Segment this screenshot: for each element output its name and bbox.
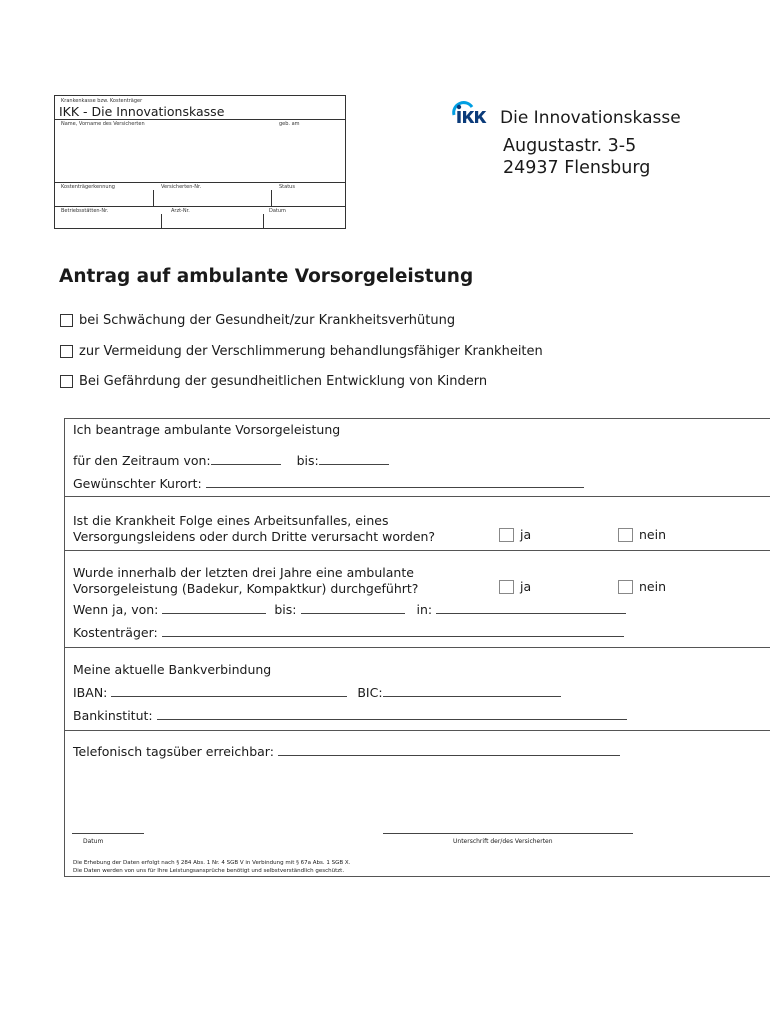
q2-ja-checkbox[interactable]: [499, 580, 514, 594]
footer-line-2: Die Daten werden von uns für Ihre Leistungsansprüche benötigt und selbstverständlich geschützt.: [73, 868, 345, 874]
datum-caption: Datum: [83, 838, 104, 845]
divider: [65, 647, 770, 648]
divider: [153, 190, 154, 206]
wenn-ja-von-label: Wenn ja, von:: [73, 602, 159, 617]
label-betriebsstaetten-nr: Betriebsstätten-Nr.: [61, 208, 109, 214]
nein-label: nein: [639, 527, 667, 542]
divider: [65, 550, 770, 551]
iban-bic-row: [73, 685, 561, 700]
q1-ja-checkbox[interactable]: [499, 528, 514, 542]
name-field[interactable]: [57, 128, 343, 180]
kurort-row: [73, 476, 584, 491]
zeitraum-von-field[interactable]: [211, 454, 281, 465]
logo-tagline: Die Innovationskasse: [500, 108, 681, 128]
wenn-ja-in-label: in:: [416, 602, 433, 617]
kostentraeger-field[interactable]: [162, 626, 624, 637]
label-status: Status: [279, 184, 295, 190]
kostentraeger-row: [73, 625, 624, 640]
question-1-line-2: Versorgungsleidens oder durch Dritte verursacht worden?: [73, 529, 436, 544]
option-row: [60, 313, 455, 328]
unterschrift-caption: Unterschrift der/des Versicherten: [453, 838, 553, 845]
option-checkbox[interactable]: [60, 375, 73, 388]
kurort-label: Gewünschter Kurort:: [73, 476, 202, 491]
q1-ja-option: [499, 527, 531, 542]
divider: [55, 119, 345, 120]
insurer-name: IKK - Die Innovationskasse: [59, 104, 225, 119]
divider: [55, 182, 345, 183]
ikk-logo-icon: [450, 99, 492, 127]
label-kostentraegerkennung: Kostenträgerkennung: [61, 184, 115, 190]
datum-signature-field[interactable]: [72, 833, 144, 834]
option-row: [60, 344, 543, 359]
wenn-ja-von-field[interactable]: [162, 603, 266, 614]
option-label: bei Schwächung der Gesundheit/zur Krankheitsverhütung: [79, 313, 456, 328]
kurort-field[interactable]: [206, 477, 584, 488]
bank-heading: Meine aktuelle Bankverbindung: [73, 662, 272, 677]
option-checkbox[interactable]: [60, 314, 73, 327]
iban-label: IBAN:: [73, 685, 108, 700]
question-2-line-2: Vorsorgeleistung (Badekur, Kompaktkur) durchgeführt?: [73, 581, 419, 596]
label-versicherten-nr: Versicherten-Nr.: [161, 184, 202, 190]
nein-label: nein: [639, 579, 667, 594]
unterschrift-field[interactable]: [383, 833, 633, 834]
page-title: Antrag auf ambulante Vorsorgeleistung: [59, 266, 474, 287]
address-city: 24937 Flensburg: [503, 158, 651, 178]
divider: [271, 190, 272, 206]
q2-nein-checkbox[interactable]: [618, 580, 633, 594]
divider: [263, 214, 264, 229]
q2-ja-option: [499, 579, 531, 594]
question-1-line-1: Ist die Krankheit Folge eines Arbeitsunfalles, eines: [73, 513, 389, 528]
application-form: [64, 418, 770, 877]
bic-label: BIC:: [357, 685, 383, 700]
ja-label: ja: [520, 527, 532, 542]
wenn-ja-bis-label: bis:: [274, 602, 297, 617]
divider: [65, 730, 770, 731]
footer-line-1: Die Erhebung der Daten erfolgt nach § 284 Abs. 1 Nr. 4 SGB V in Verbindung mit § 67a Abs. 1 SGB X.: [73, 860, 351, 866]
label-datum: Datum: [269, 208, 286, 214]
zeitraum-row: [73, 453, 389, 468]
divider: [161, 214, 162, 229]
label-geb-am: geb. am: [279, 121, 300, 127]
address-street: Augustastr. 3-5: [503, 136, 637, 156]
label-arzt-nr: Arzt-Nr.: [171, 208, 190, 214]
bic-field[interactable]: [383, 686, 561, 697]
q1-nein-option: [618, 527, 666, 542]
label-krankenkasse: Krankenkasse bzw. Kostenträger: [61, 98, 143, 104]
divider: [55, 206, 345, 207]
ja-label: ja: [520, 579, 532, 594]
zeitraum-bis-field[interactable]: [319, 454, 389, 465]
insurer-info-box: [54, 95, 346, 229]
telefon-field[interactable]: [278, 745, 620, 756]
bankinstitut-label: Bankinstitut:: [73, 708, 153, 723]
q2-nein-option: [618, 579, 666, 594]
q1-nein-checkbox[interactable]: [618, 528, 633, 542]
bankinstitut-row: [73, 708, 627, 723]
option-checkbox[interactable]: [60, 345, 73, 358]
wenn-ja-bis-field[interactable]: [301, 603, 405, 614]
zeitraum-bis-label: bis:: [296, 453, 319, 468]
question-2-line-1: Wurde innerhalb der letzten drei Jahre eine ambulante: [73, 565, 414, 580]
intro-text: Ich beantrage ambulante Vorsorgeleistung: [73, 422, 341, 437]
option-label: zur Vermeidung der Verschlimmerung behandlungsfähiger Krankheiten: [79, 344, 543, 359]
wenn-ja-row: [73, 602, 626, 617]
telefon-label: Telefonisch tagsüber erreichbar:: [73, 744, 274, 759]
iban-field[interactable]: [111, 686, 347, 697]
option-row: [60, 374, 487, 389]
label-name-vorname: Name, Vorname des Versicherten: [61, 121, 145, 127]
wenn-ja-in-field[interactable]: [436, 603, 626, 614]
divider: [65, 496, 770, 497]
bankinstitut-field[interactable]: [157, 709, 627, 720]
option-label: Bei Gefährdung der gesundheitlichen Entwicklung von Kindern: [79, 374, 488, 389]
kostentraeger-label: Kostenträger:: [73, 625, 158, 640]
zeitraum-von-label: für den Zeitraum von:: [73, 453, 211, 468]
telefon-row: [73, 744, 620, 759]
